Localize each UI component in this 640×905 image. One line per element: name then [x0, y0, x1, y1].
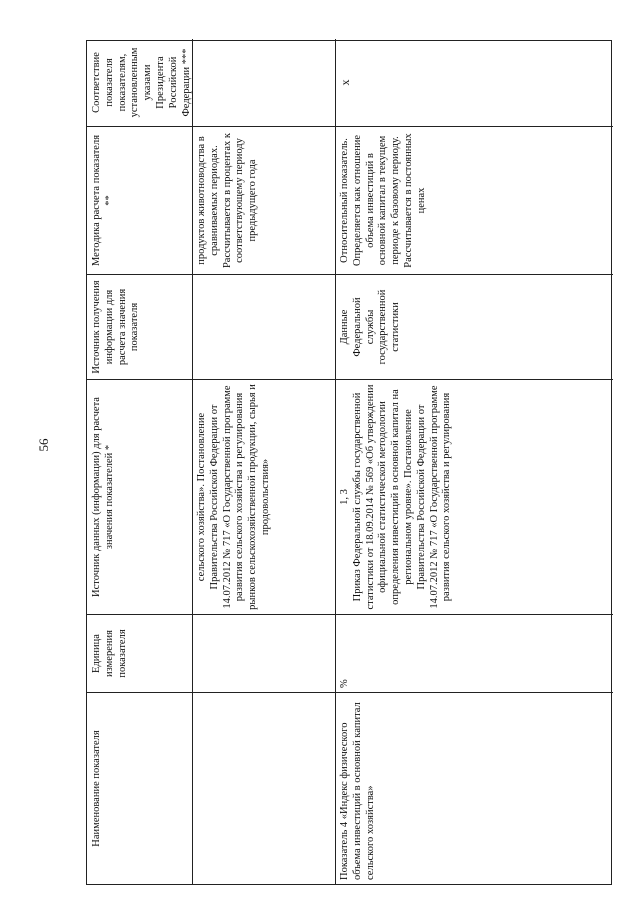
cont-compliance	[193, 39, 336, 126]
row4-source-ref: 1, 3	[339, 489, 350, 505]
rotated-table-wrapper	[86, 40, 612, 885]
row4-info-source: Данные Федеральной службы государственной статистики	[336, 274, 613, 379]
header-name: Наименование показателя	[87, 692, 193, 884]
page-number: 56	[36, 438, 51, 452]
cont-info-source	[193, 274, 336, 379]
cont-data-source: сельского хозяйства». Постановление Правительства Российской Федерации от 14.07.2012 № 717 «О Государственной программе развития сельского хозяйства и регулирования рынков сельскохозяйственной продукции, сырья и продовольствия»	[193, 379, 336, 614]
row4-compliance: х	[338, 79, 352, 86]
cont-unit	[193, 614, 336, 692]
row4-name: Показатель 4 «Индекс физического объема инвестиций в основной капитал сельского хозяйства»	[336, 692, 613, 884]
cont-name	[193, 692, 336, 884]
row4-unit: %	[336, 614, 613, 692]
row4-data-source	[336, 379, 613, 614]
header-unit: Единица измерения показателя	[87, 614, 193, 692]
cont-method: продуктов животноводства в сравниваемых периодах. Рассчитывается в процентах к соответствующему периоду предыдущего года	[193, 126, 336, 274]
header-data-source: Источник данных (информации) для расчета значения показателей *	[87, 379, 193, 614]
header-method: Методика расчета показателя **	[87, 126, 193, 274]
row4-source-text: Приказ Федеральной службы государственной статистики от 18.09.2014 № 569 «Об утверждении официальной статистической методологии определения инвестиций в основной капитал на региональном уровне». Постановление Правительства Российской Федерации от 14.07.2012 № 717 «О Государственной программе развития сельского хозяйства и регулирования	[351, 384, 453, 610]
row4-method: Относительный показатель. Определяется как отношение объема инвестиций в основной капитал в текущем периоде к базовому периоду. Рассчитывается в постоянных ценах	[336, 126, 613, 274]
indicator-table	[86, 40, 612, 885]
header-compliance: Соответствие показателя показателям, установленным указами Президента Российской Федерации ***	[87, 39, 193, 126]
header-info-source: Источник получения информации для расчета значения показателя	[87, 274, 193, 379]
